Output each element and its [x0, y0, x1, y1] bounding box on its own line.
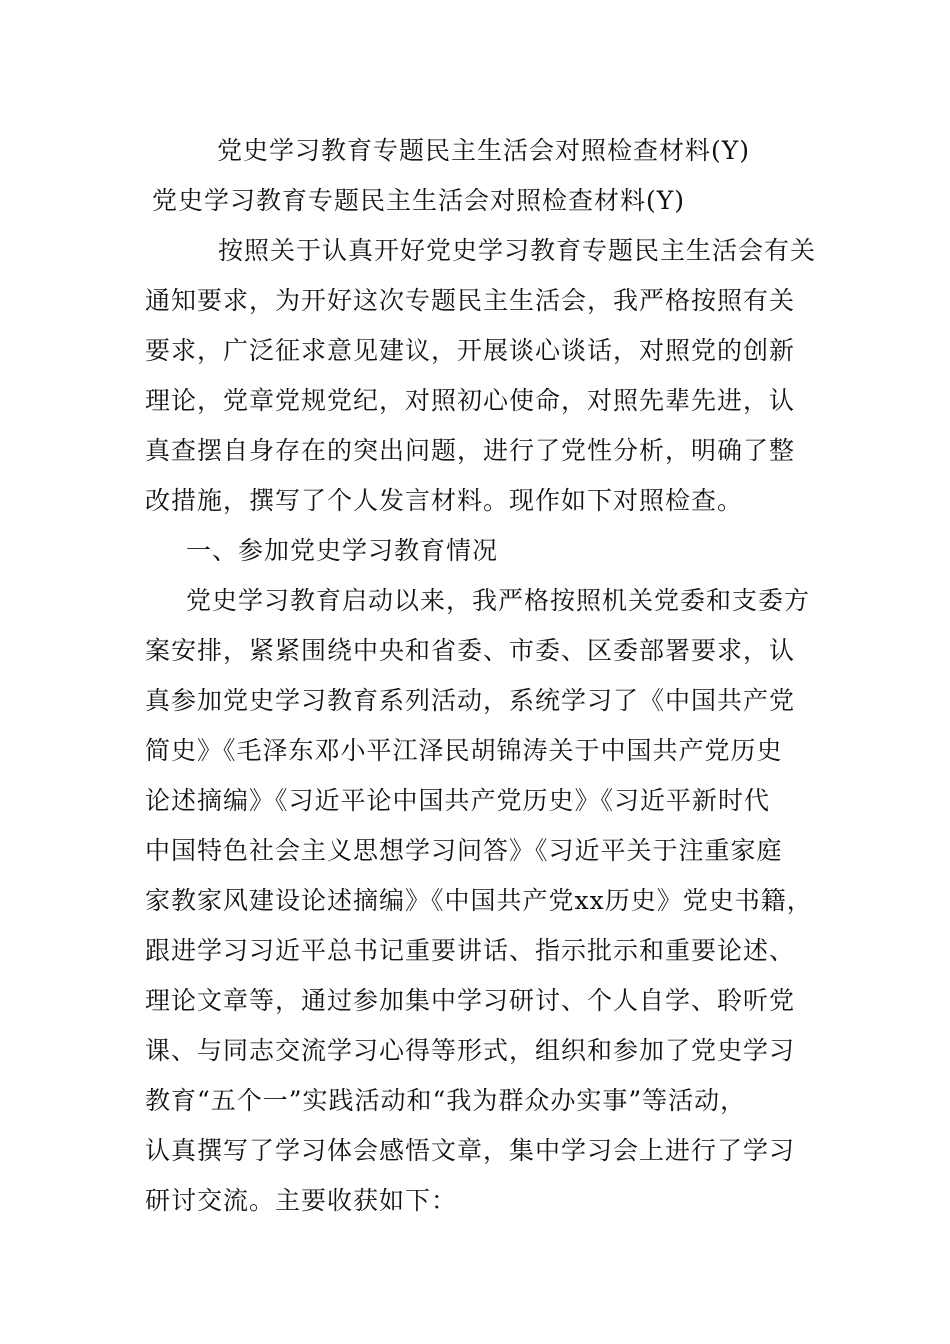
body-line: 家教家风建设论述摘编》《中国共产党xx历史》党史书籍， [145, 886, 813, 915]
section-heading: 一、参加党史学习教育情况 [186, 536, 499, 565]
intro-line: 通知要求，为开好这次专题民主生活会，我严格按照有关 [145, 286, 796, 315]
body-line: 教育“五个一”实践活动和“我为群众办实事”等活动， [145, 1086, 747, 1115]
body-line: 简史》《毛泽东邓小平江泽民胡锦涛关于中国共产党历史 [145, 736, 783, 765]
body-line: 案安排，紧紧围绕中央和省委、市委、区委部署要求，认 [145, 636, 796, 665]
body-line: 论述摘编》《习近平论中国共产党历史》《习近平新时代 [145, 786, 771, 815]
header-title: 党史学习教育专题民主生活会对照检查材料(Y) [217, 136, 751, 165]
body-line: 中国特色社会主义思想学习问答》《习近平关于注重家庭 [145, 836, 783, 865]
document-title: 党史学习教育专题民主生活会对照检查材料(Y) [152, 186, 686, 215]
intro-line: 改措施，撰写了个人发言材料。现作如下对照检查。 [145, 486, 744, 515]
body-line: 党史学习教育启动以来，我严格按照机关党委和支委方 [186, 586, 811, 615]
intro-line: 要求，广泛征求意见建议，开展谈心谈话，对照党的创新 [145, 336, 796, 365]
body-line: 跟进学习习近平总书记重要讲话、指示批示和重要论述、 [145, 936, 796, 965]
body-line: 真参加党史学习教育系列活动，系统学习了《中国共产党 [145, 686, 796, 715]
body-line: 理论文章等，通过参加集中学习研讨、个人自学、聆听党 [145, 986, 796, 1015]
intro-line: 真查摆自身存在的突出问题，进行了党性分析，明确了整 [145, 436, 796, 465]
body-line: 认真撰写了学习体会感悟文章，集中学习会上进行了学习 [145, 1136, 796, 1165]
body-line: 课、与同志交流学习心得等形式，组织和参加了党史学习 [145, 1036, 796, 1065]
intro-line: 按照关于认真开好党史学习教育专题民主生活会有关 [218, 236, 817, 265]
body-line: 研讨交流。主要收获如下： [145, 1186, 458, 1215]
intro-line: 理论，党章党规党纪，对照初心使命，对照先辈先进，认 [145, 386, 796, 415]
